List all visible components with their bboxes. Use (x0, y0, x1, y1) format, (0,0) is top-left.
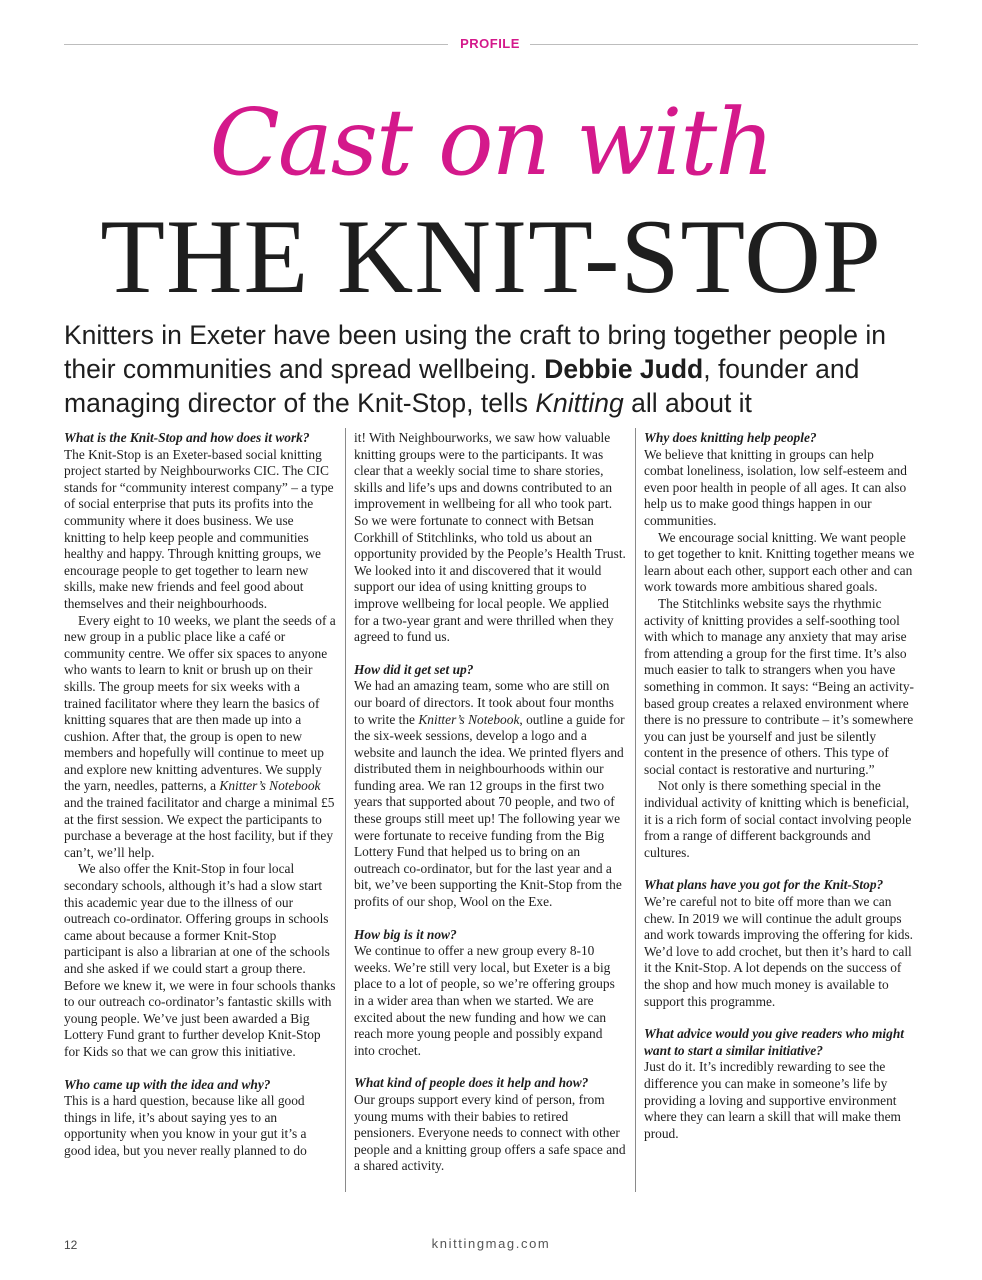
body-paragraph: Just do it. It’s incredibly rewarding to see the difference you can make in someone’s life by providing a loving and supportive environment where they can learn a skill that will make them proud. (644, 1059, 901, 1141)
body-paragraph: it! With Neighbourworks, we saw how valuable knitting groups were to the participants. It was clear that a weekly social time to share stories, skills and life’s ups and downs contributed to an improvement in wellbeing for all who took part. So we were fortunate to connect with Betsan Corkhill of Stitchlinks, who told us about an opportunity provided by the People’s Health Trust. We looked into it and discovered that it would support our idea of using knitting groups to improve wellbeing for local people. We applied for a two-year grant and were thrilled when they agreed to fund us. (354, 430, 626, 645)
spacer (644, 1010, 916, 1026)
standfirst-magazine: Knitting (535, 388, 624, 418)
header-rule-left (64, 44, 448, 45)
website-footer: knittingmag.com (431, 1236, 551, 1251)
body-paragraph (354, 678, 626, 910)
body-text: Every eight to 10 weeks, we plant the seeds of a new group in a public place like a café or community centre. We offer six spaces to anyone who wants to learn to knit or brush up on their skills. The group meets for six weeks with a trained facilitator where they learn the basics of knitting squares that are then made up into a cushion. After that, the group is open to new members and hopefully will continue to meet up and explore new knitting adventures. We supply the yarn, needles, patterns, a (64, 612, 336, 794)
body-text: We had an amazing team, some who are still on our board of directors. It took about four months to write the (354, 678, 614, 727)
spacer (354, 646, 626, 662)
question-heading: What is the Knit-Stop and how does it work? (64, 430, 310, 445)
body-italic: Knitter’s Notebook (219, 778, 321, 794)
spacer (64, 1061, 336, 1077)
standfirst-text-3: all about it (623, 388, 752, 418)
body-paragraph: We also offer the Knit-Stop in four local secondary schools, although it’s had a slow start this academic year due to the illness of our outreach co-ordinator. Offering groups in schools came about because a former Knit-Stop participant is also a librarian at one of the schools and she asked if we could start a group there. Before we knew it, we were in four schools thanks to our outreach co-ordinator’s fantastic skills with young people. We’ve just been awarded a Big Lottery Fund grant to further develop Knit-Stop for Kids so that we can grow this initiative. (64, 861, 336, 1059)
body-paragraph: We continue to offer a new group every 8-10 weeks. We’re still very local, but Exeter is a big place to a lot of people, so we’re offering groups in a wider area than when we started. We are excited about the new funding and how we can reach more young people and possibly expand into crochet. (354, 943, 615, 1058)
question-heading: How did it get set up? (354, 661, 474, 677)
body-paragraph: The Stitchlinks website says the rhythmic activity of knitting provides a self-soothing tool with which to manage any anxiety that may arise from attending a group for the first time. It’s also much easier to talk to strangers when you have something in common. It says: “Being an activity-based group creates a relaxed environment where there is no pressure to contribute – it’s somewhere you can just be yourself and just be silently content in the presence of others. This type of social contact is restorative and nurturing.” (644, 595, 914, 777)
spacer (354, 911, 626, 927)
spacer (644, 861, 916, 877)
body-text: , outline a guide for the six-week sessions, develop a logo and a website and launch the idea. We printed flyers and distributed them in neighbourhoods within our funding area. We ran 12 groups in the first two years that supported about 70 people, and two of these groups still meet up! The following year we were fortunate to receive funding from the Big Lottery Fund that helped us to bring on an outreach co-ordinator, but for the last year and a bit, we’ve been supporting the Knit-Stop from the profits of our shop, Wool on the Exe. (354, 711, 625, 910)
script-headline: Cast on with (209, 89, 773, 196)
body-paragraph: We’re careful not to bite off more than we can chew. In 2019 we will continue the adult groups and work towards improving the offering for kids. We’d love to add crochet, but then it’s hard to call it the Knit-Stop. A lot depends on the success of the shop and how much money is available to support this programme. (644, 894, 914, 1009)
question-heading: What kind of people does it help and how? (354, 1075, 589, 1091)
column-1 (64, 430, 336, 1192)
body-paragraph: We believe that knitting in groups can help combat loneliness, isolation, low self-esteem and even poor health in people of all ages. It can also help us to make good things happen in our communities. (644, 446, 907, 528)
page-number: 12 (64, 1238, 78, 1252)
spacer (354, 1059, 626, 1075)
body-paragraph: This is a hard question, because like all good things in life, it’s about saying yes to an opportunity when you know in your gut it’s a good idea, but you never really planned to do (64, 1093, 307, 1158)
body-paragraph: Our groups support every kind of person, from young mums with their babies to retired pensioners. Everyone needs to connect with other people and a knitting group offers a safe space and a shared activity. (354, 1091, 626, 1174)
column-divider (345, 428, 346, 1192)
body-paragraph: Not only is there something special in the individual activity of knitting which is beneficial, it is a rich form of social contact involving people from a range of different backgrounds and cultures. (644, 778, 912, 860)
column-divider (635, 428, 636, 1192)
body-paragraph: We encourage social knitting. We want people to get together to knit. Knitting together means we learn about each other, support each other and can work towards more ambitious shared goals. (644, 529, 915, 595)
body-paragraph (64, 613, 336, 862)
body-italic: Knitter’s Notebook (418, 711, 520, 727)
standfirst-text-1: Knitters in Exeter have been using the craft to bring together people in their communities and spread wellbeing. (64, 320, 887, 384)
section-label: PROFILE (460, 36, 520, 51)
question-heading: What plans have you got for the Knit-Stop? (644, 877, 884, 893)
question-heading: Who came up with the idea and why? (64, 1076, 271, 1092)
standfirst-text-2: , founder and managing director of the Knit-Stop, tells (64, 354, 860, 418)
question-heading: Why does knitting help people? (644, 430, 817, 445)
question-heading: What advice would you give readers who might want to start a similar initiative? (644, 1026, 905, 1058)
standfirst (64, 318, 944, 420)
standfirst-name: Debbie Judd (544, 354, 704, 384)
column-2 (354, 430, 626, 1192)
body-text: and the trained facilitator and charge a minimal £5 at the first session. We expect the participants to purchase a beverage at the host facility, but if they can’t, we’ll help. (64, 795, 335, 860)
main-headline: THE KNIT-STOP (100, 198, 882, 315)
question-heading: How big is it now? (354, 926, 457, 942)
column-3 (644, 430, 916, 1192)
body-paragraph: The Knit-Stop is an Exeter-based social knitting project started by Neighbourworks CIC. The CIC stands for “community interest company” – a type of social enterprise that puts its profits into the community where it does business. We use knitting to help keep people and communities healthy and happy. Through knitting groups, we encourage people to get together to learn new skills, make new friends and feel good about themselves and their neighbourhoods. (64, 446, 334, 611)
header-rule-right (530, 44, 918, 45)
